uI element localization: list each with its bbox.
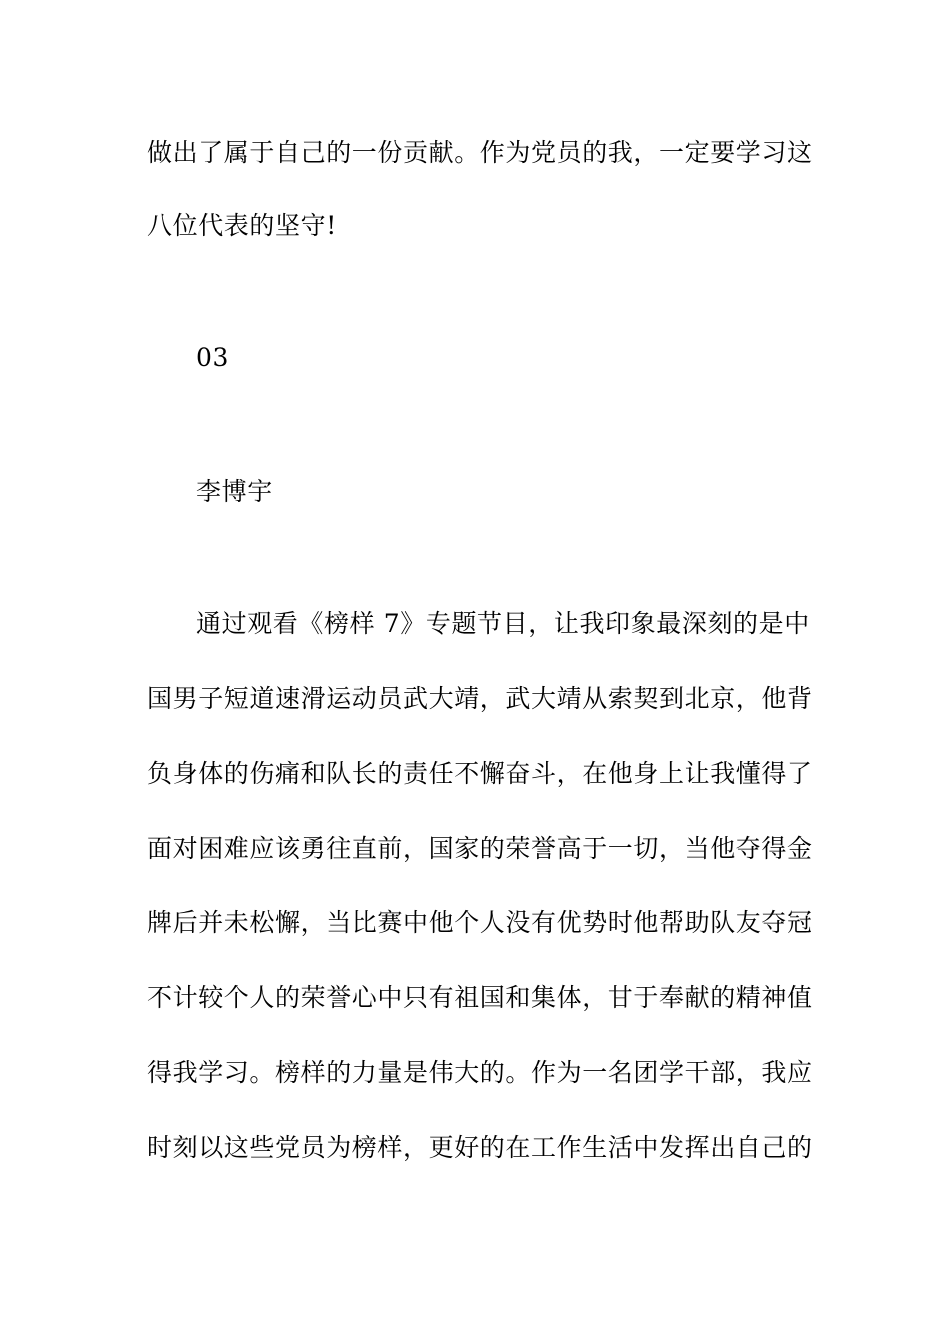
text-line: 负身体的伤痛和队长的责任不懈奋斗，在他身上让我懂得了: [147, 759, 813, 788]
section-number: 03: [196, 343, 230, 372]
text-line: 时刻以这些党员为榜样，更好的在工作生活中发挥出自己的: [147, 1133, 813, 1162]
text-line: 不计较个人的荣誉心中只有祖国和集体，甘于奉献的精神值: [147, 983, 813, 1012]
text-line: 面对困难应该勇往直前，国家的荣誉高于一切，当他夺得金: [147, 834, 813, 863]
text-line: 国男子短道速滑运动员武大靖，武大靖从索契到北京，他背: [147, 684, 813, 713]
text-line: 八位代表的坚守!: [147, 211, 337, 240]
author-name: 李博宇: [196, 477, 273, 506]
text-line: 牌后并未松懈，当比赛中他个人没有优势时他帮助队友夺冠: [147, 908, 813, 937]
text-line: 做出了属于自己的一份贡献。作为党员的我，一定要学习这: [147, 138, 813, 167]
text-line: 得我学习。榜样的力量是伟大的。作为一名团学干部，我应: [147, 1058, 813, 1087]
text-line: 通过观看《榜样 7》专题节目，让我印象最深刻的是中: [196, 609, 810, 638]
